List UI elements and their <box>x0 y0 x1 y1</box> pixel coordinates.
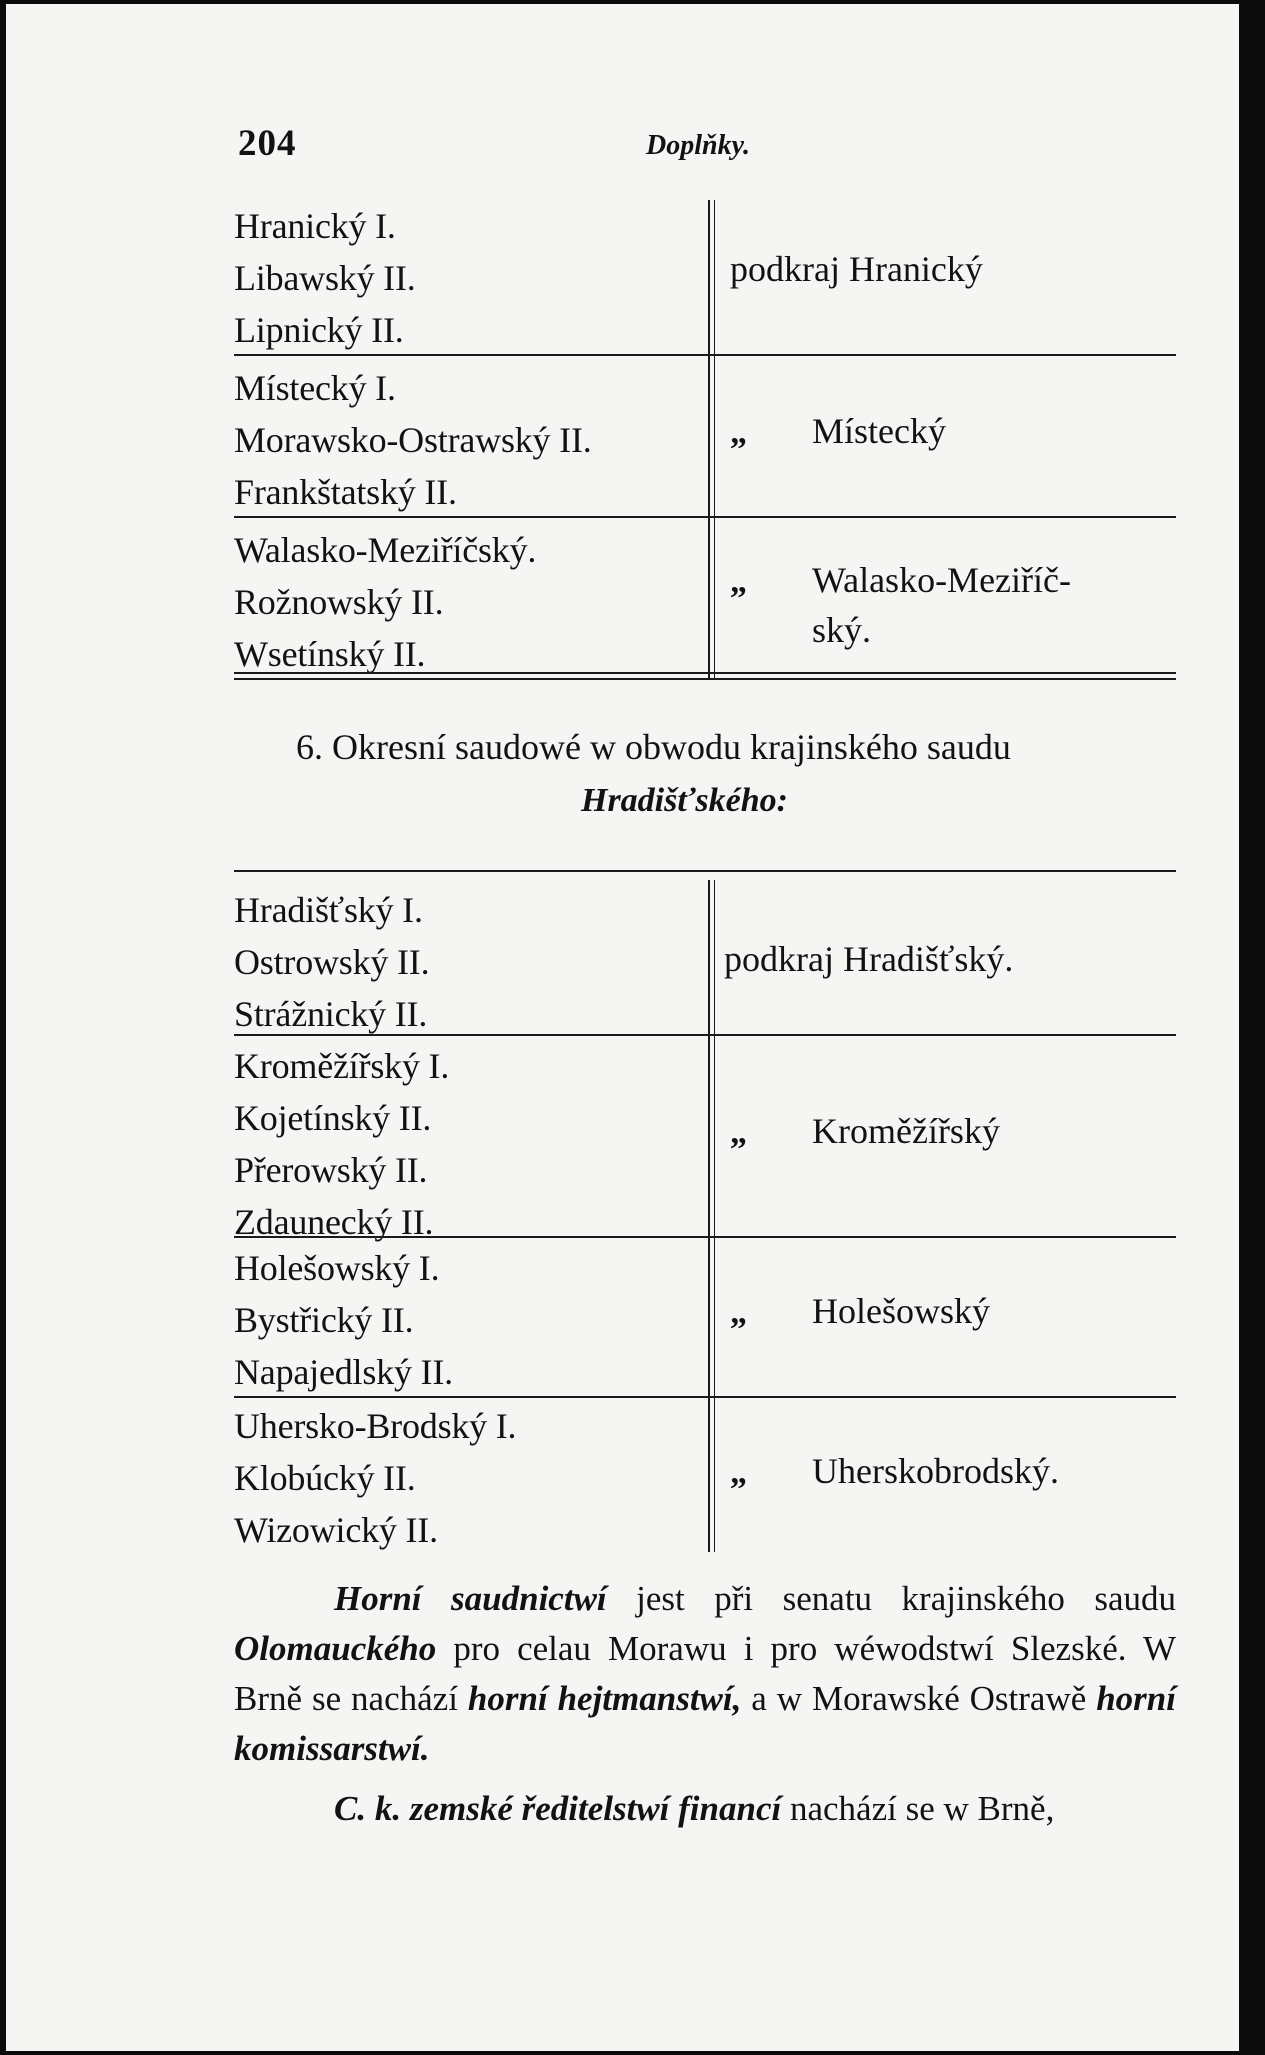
court-name: Zdaunecký II. <box>234 1202 434 1242</box>
table-divider <box>234 1236 1176 1238</box>
page-header <box>6 122 1239 172</box>
court-name: Klobúcký II. <box>234 1458 416 1498</box>
body-text: a w Morawské Ostrawě <box>741 1679 1097 1718</box>
table-top-rule <box>234 870 1176 872</box>
subregion-name: Holešowský <box>812 1291 990 1331</box>
subregion-label <box>724 938 1013 980</box>
table-group-walasko <box>234 520 1176 680</box>
ditto-mark: „ <box>730 1114 747 1151</box>
subregion-name: podkraj Hradišťský. <box>724 939 1014 979</box>
table-group-hradistsky <box>234 880 1176 1036</box>
court-name: Kojetínský II. <box>234 1098 432 1138</box>
court-name: Napajedlský II. <box>234 1352 453 1392</box>
emphasis-text: C. k. zemské ředitelstwí financí <box>334 1789 782 1828</box>
subregion-label <box>730 248 983 290</box>
court-name: Místecký I. <box>234 368 396 408</box>
emphasis-text: Horní saudnictwí <box>334 1579 607 1618</box>
subregion-name: Místecký <box>812 411 946 451</box>
district-table-1 <box>234 200 1176 680</box>
court-name: Holešowský I. <box>234 1248 440 1288</box>
court-name: Libawský II. <box>234 258 416 298</box>
section-title: 6. Okresní saudowé w obwodu krajinského saudu <box>296 727 1011 767</box>
table-group-hranicky <box>234 200 1176 356</box>
emphasis-text: Olomauckého <box>234 1629 437 1668</box>
subregion-label <box>730 410 946 452</box>
subregion-name: podkraj Hranický <box>730 249 983 289</box>
subregion-label <box>730 1450 1059 1492</box>
ditto-mark: „ <box>730 1454 747 1491</box>
paragraph-mining-courts <box>234 1574 1176 1774</box>
court-name: Wizowický II. <box>234 1510 438 1550</box>
table-divider <box>234 678 1176 680</box>
subregion-name-continued: ský. <box>812 610 872 650</box>
running-title: Doplňky. <box>646 130 750 161</box>
subregion-label <box>730 1110 1000 1152</box>
court-name: Ostrowský II. <box>234 942 430 982</box>
court-name: Walasko-Meziříčský. <box>234 530 537 570</box>
section-subtitle: Hradišťského: <box>581 782 788 819</box>
table-divider <box>234 1396 1176 1398</box>
table-divider <box>234 1034 1176 1036</box>
table-group-holesowsky <box>234 1240 1176 1398</box>
court-name: Hranický I. <box>234 206 396 246</box>
table-divider <box>234 672 1176 674</box>
table-divider <box>234 516 1176 518</box>
table-group-kromerizsky <box>234 1038 1176 1242</box>
court-name: Wsetínský II. <box>234 634 426 674</box>
table-group-uherskobrodsky <box>234 1400 1176 1552</box>
district-table-2 <box>234 880 1176 1552</box>
court-name: Přerowský II. <box>234 1150 428 1190</box>
page-number: 204 <box>238 123 297 164</box>
subregion-label <box>730 1290 990 1332</box>
court-name: Strážnický II. <box>234 994 428 1034</box>
court-name: Frankštatský II. <box>234 472 457 512</box>
court-name: Uhersko-Brodský I. <box>234 1406 517 1446</box>
emphasis-text: horní komissarstwí. <box>234 1679 1176 1768</box>
ditto-mark: „ <box>730 563 747 600</box>
court-name: Hradišťský I. <box>234 890 423 930</box>
body-text: pro celau Morawu i pro wéwodstwí Slezské. W Brně se nachází <box>234 1629 1176 1718</box>
court-name: Lipnický II. <box>234 310 404 350</box>
subregion-name: Uherskobrodský. <box>812 1451 1059 1491</box>
body-text: jest při senatu krajinského saudu <box>606 1579 1176 1618</box>
subregion-label <box>730 556 1071 654</box>
court-name: Bystřický II. <box>234 1300 414 1340</box>
emphasis-text: horní hejtmanstwí, <box>467 1679 742 1718</box>
ditto-mark: „ <box>730 414 747 451</box>
subregion-name: Kroměžířský <box>812 1111 1000 1151</box>
court-name: Kroměžířský I. <box>234 1046 450 1086</box>
table-group-mistecky <box>234 358 1176 518</box>
body-text: nachází se w Brně, <box>781 1789 1055 1828</box>
table-divider <box>234 354 1176 356</box>
ditto-mark: „ <box>730 1294 747 1331</box>
paragraph-finance <box>234 1784 1176 1834</box>
court-name: Rožnowský II. <box>234 582 444 622</box>
document-page <box>6 4 1239 2051</box>
court-name: Morawsko-Ostrawský II. <box>234 420 592 460</box>
subregion-name: Walasko-Meziříč- <box>812 560 1071 600</box>
